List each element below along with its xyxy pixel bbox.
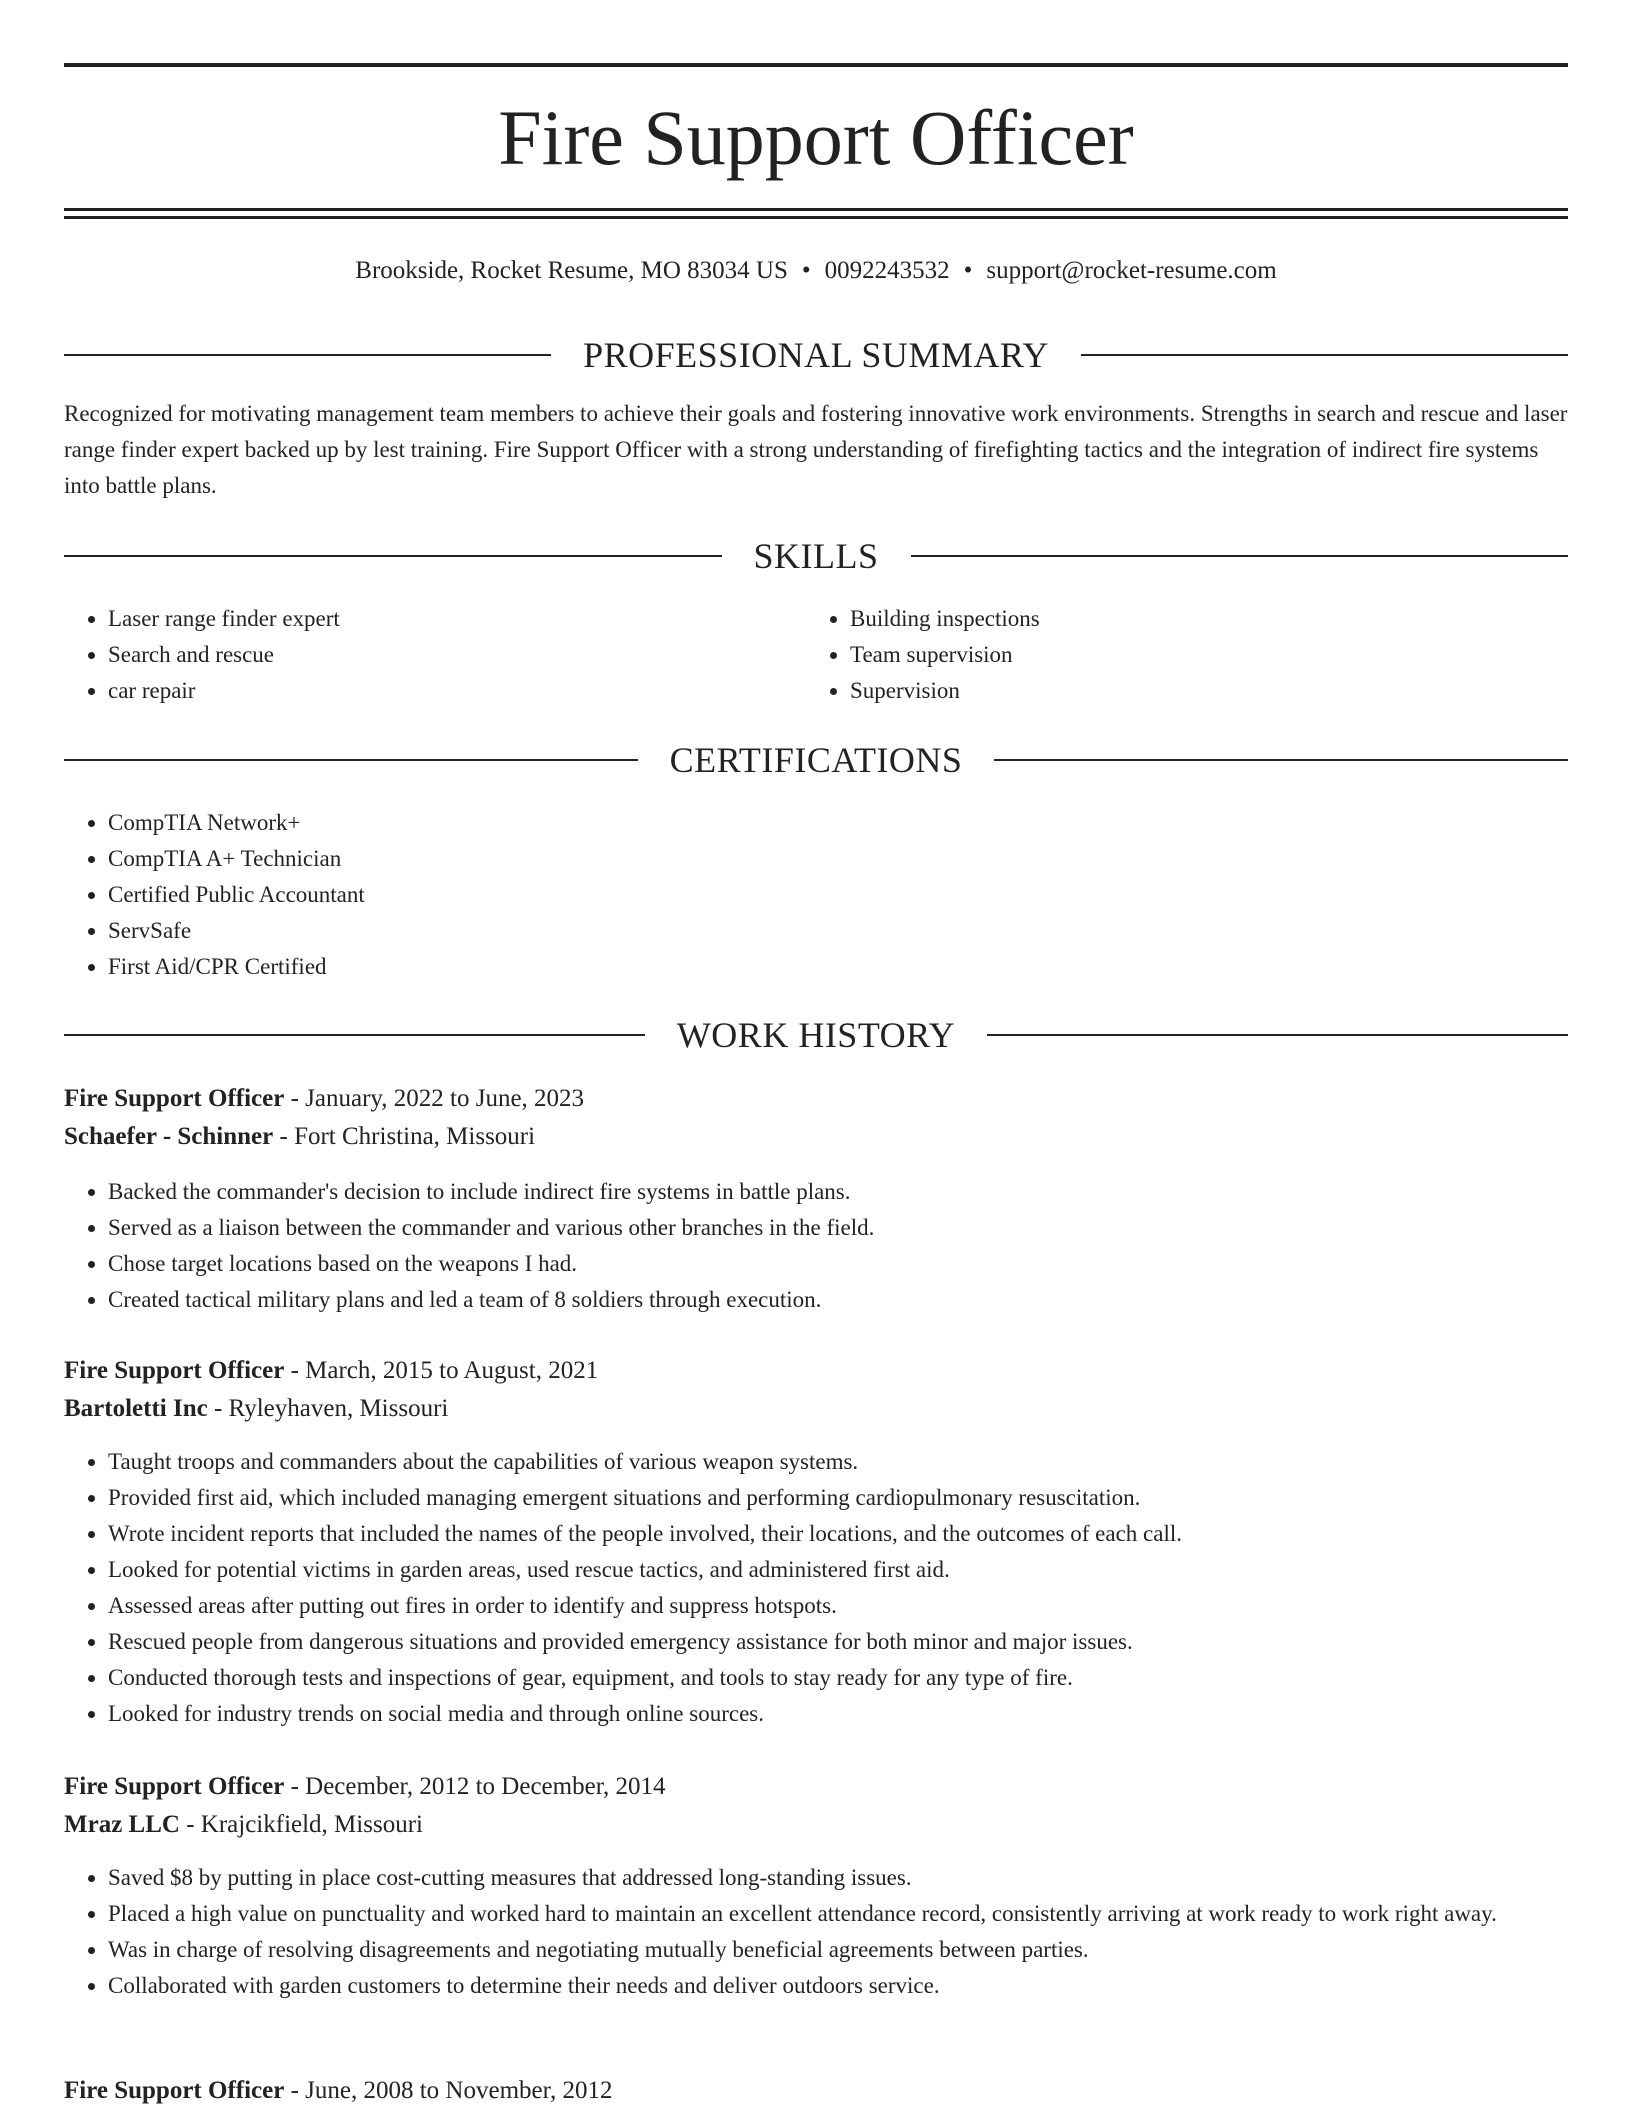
job-dates: June, 2008 to November, 2012	[305, 2077, 613, 2104]
heading-rule-left	[64, 759, 638, 761]
header-rule-lower	[64, 216, 1568, 219]
job-bullet: • Served as a liaison between the commander and various other branches in the field.	[108, 1210, 1568, 1246]
job-bullet: • Rescued people from dangerous situations and provided emergency assistance for both minor and major issues.	[108, 1624, 1568, 1660]
heading-rule-right	[987, 1034, 1568, 1036]
job-bullet: • Was in charge of resolving disagreements and negotiating mutually beneficial agreements between parties.	[108, 1932, 1568, 1968]
skills-heading	[64, 534, 1568, 578]
job-bullet: • Conducted thorough tests and inspections of gear, equipment, and tools to stay ready for any type of fire.	[108, 1660, 1568, 1696]
job-entry	[64, 1080, 1568, 1156]
job-title: Fire Support Officer	[64, 1085, 285, 1112]
skill-item: • Supervision	[850, 673, 1506, 709]
heading-rule-left	[64, 1034, 645, 1036]
job-entry	[64, 1352, 1568, 1428]
job-bullets-block	[64, 1444, 1568, 1732]
job-bullet: • Taught troops and commanders about the capabilities of various weapon systems.	[108, 1444, 1568, 1480]
contact-phone: 0092243532	[824, 257, 950, 284]
certifications-heading-title: CERTIFICATIONS	[669, 740, 963, 780]
skills-list-right	[806, 601, 1506, 709]
heading-rule-left	[64, 555, 722, 557]
job-title: Fire Support Officer	[64, 1773, 285, 1800]
job-bullets	[64, 1174, 1568, 1318]
contact-email: support@rocket-resume.com	[986, 257, 1277, 284]
skills-left-column	[64, 601, 764, 709]
certifications-heading	[64, 738, 1568, 782]
job-entry	[64, 2072, 1568, 2110]
job-company: Schaefer - Schinner	[64, 1123, 274, 1150]
job-bullet: • Collaborated with garden customers to determine their needs and deliver outdoors service.	[108, 1968, 1568, 2004]
job-company-line: Mraz LLC - Krajcikfield, Missouri	[64, 1811, 423, 1838]
summary-heading-title: PROFESSIONAL SUMMARY	[583, 335, 1049, 375]
job-bullets-block	[64, 1174, 1568, 1318]
heading-rule-right	[911, 555, 1569, 557]
job-bullet: • Placed a high value on punctuality and worked hard to maintain an excellent attendance record, consistently arriving at work ready to work right away.	[108, 1896, 1568, 1932]
work-history-heading-title: WORK HISTORY	[676, 1015, 956, 1055]
job-bullet: • Assessed areas after putting out fires in order to identify and suppress hotspots.	[108, 1588, 1568, 1624]
summary-heading	[64, 333, 1568, 377]
job-title: Fire Support Officer	[64, 1357, 285, 1384]
job-bullet: • Wrote incident reports that included the names of the people involved, their locations, and the outcomes of each call.	[108, 1516, 1568, 1552]
top-rule	[64, 63, 1568, 67]
skill-item: • Search and rescue	[108, 637, 764, 673]
skill-item: • Team supervision	[850, 637, 1506, 673]
summary-text: Recognized for motivating management team members to achieve their goals and fostering innovative work environments. Strengths in search and rescue and laser range finder expert backed up by lest training. Fire Support Officer with a strong understanding of firefighting tactics and the integration of indirect fire systems into battle plans.	[64, 401, 1568, 498]
resume-name: Fire Support Officer	[498, 94, 1134, 181]
skill-item: • Laser range finder expert	[108, 601, 764, 637]
job-title-line: Fire Support Officer - March, 2015 to August, 2021	[64, 1357, 599, 1384]
job-bullet: • Backed the commander's decision to include indirect fire systems in battle plans.	[108, 1174, 1568, 1210]
skill-item: • Building inspections	[850, 601, 1506, 637]
job-title: Fire Support Officer	[64, 2077, 285, 2104]
job-location: Krajcikfield, Missouri	[200, 1811, 423, 1838]
contact-separator: •	[963, 257, 973, 284]
job-company-line: Bartoletti Inc - Ryleyhaven, Missouri	[64, 1395, 449, 1422]
job-dates: December, 2012 to December, 2014	[305, 1773, 666, 1800]
job-title-line: Fire Support Officer - June, 2008 to November, 2012	[64, 2077, 613, 2104]
job-title-line: Fire Support Officer - December, 2012 to December, 2014	[64, 1773, 666, 1800]
heading-rule-left	[64, 354, 551, 356]
job-dates: March, 2015 to August, 2021	[305, 1357, 599, 1384]
work-history-heading	[64, 1013, 1568, 1057]
contact-line	[64, 254, 1568, 288]
heading-rule-right	[994, 759, 1568, 761]
job-company: Bartoletti Inc	[64, 1395, 208, 1422]
job-bullet: • Looked for potential victims in garden areas, used rescue tactics, and administered first aid.	[108, 1552, 1568, 1588]
skills-list-left	[64, 601, 764, 709]
certification-item: • CompTIA A+ Technician	[108, 841, 1568, 877]
skills-right-column	[806, 601, 1506, 709]
certification-item: • CompTIA Network+	[108, 805, 1568, 841]
job-bullets-block	[64, 1860, 1568, 2004]
job-location: Fort Christina, Missouri	[294, 1123, 536, 1150]
job-bullets	[64, 1444, 1568, 1732]
job-bullet: • Saved $8 by putting in place cost-cutting measures that addressed long-standing issues.	[108, 1860, 1568, 1896]
contact-address: Brookside, Rocket Resume, MO 83034 US	[355, 257, 788, 284]
header-rule-upper	[64, 208, 1568, 211]
job-bullet: • Looked for industry trends on social media and through online sources.	[108, 1696, 1568, 1732]
certifications-list	[64, 805, 1568, 985]
job-entry	[64, 1768, 1568, 1844]
heading-rule-right	[1081, 354, 1568, 356]
certifications-block	[64, 805, 1568, 985]
job-location: Ryleyhaven, Missouri	[228, 1395, 449, 1422]
job-company: Mraz LLC	[64, 1811, 180, 1838]
job-dates: January, 2022 to June, 2023	[305, 1085, 585, 1112]
certification-item: • Certified Public Accountant	[108, 877, 1568, 913]
job-bullet: • Chose target locations based on the weapons I had.	[108, 1246, 1568, 1282]
job-title-line: Fire Support Officer - January, 2022 to June, 2023	[64, 1085, 585, 1112]
job-bullets	[64, 1860, 1568, 2004]
contact-separator: •	[801, 257, 811, 284]
skill-item: • car repair	[108, 673, 764, 709]
certification-item: • ServSafe	[108, 913, 1568, 949]
skills-heading-title: SKILLS	[753, 536, 879, 576]
job-bullet: • Provided first aid, which included managing emergent situations and performing cardiopulmonary resuscitation.	[108, 1480, 1568, 1516]
certification-item: • First Aid/CPR Certified	[108, 949, 1568, 985]
job-bullet: • Created tactical military plans and led a team of 8 soldiers through execution.	[108, 1282, 1568, 1318]
job-company-line: Schaefer - Schinner - Fort Christina, Missouri	[64, 1123, 536, 1150]
